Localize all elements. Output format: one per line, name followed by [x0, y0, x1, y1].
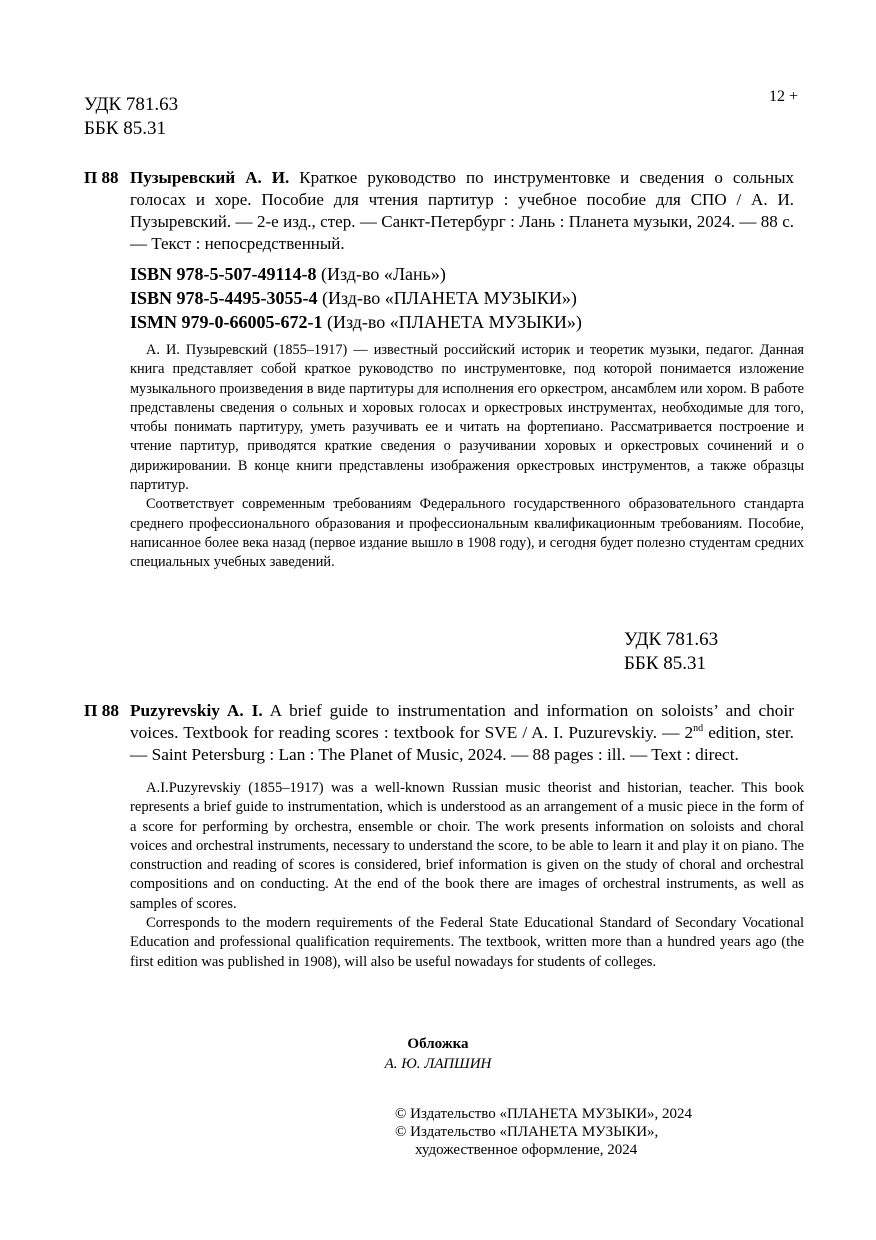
- en-author: Puzyrevskiy A. I.: [130, 701, 263, 720]
- cover-designer: А. Ю. ЛАПШИН: [384, 1056, 492, 1072]
- cover-label: Обложка: [407, 1036, 469, 1052]
- en-abstract-paragraph: A.I.Puzyrevskiy (1855–1917) was a well-known Russian music theorist and historian, teacher. This book represents a brief guide to instrumentation, which is understood as an arrangement of a music piece in the form of a score for performing by orchestra, ensemble or choir. The work presents information on soloists and choral voices and orchestral instruments, necessary to understand the score, to be able to learn it and play it on piano. The construction and reading of scores is considered, brief information is given on the study of choral and orchestral compositions and on conducting. At the end of the book there are images of orchestral instruments, as well as samples of scores.: [130, 780, 804, 912]
- isbn-planeta-number: ISBN 978-5-4495-3055-4: [130, 288, 318, 308]
- copyright-line: художественное оформление, 2024: [415, 1142, 638, 1158]
- classification-mid: [624, 628, 718, 676]
- ru-author: Пузыревский А. И.: [130, 168, 290, 187]
- en-abstract: [130, 779, 804, 972]
- bbk-code-mid: ББК 85.31: [624, 653, 706, 674]
- en-author-mark: П 88: [84, 701, 120, 720]
- udk-code-mid: УДК 781.63: [624, 629, 719, 650]
- ismn-planeta-number: ISMN 979-0-66005-672-1: [130, 312, 323, 332]
- identifier-list: [130, 262, 582, 334]
- copyright-line: © Издательство «ПЛАНЕТА МУЗЫКИ»,: [395, 1124, 659, 1140]
- classification-header: [84, 93, 178, 141]
- udk-code: УДК 781.63: [84, 94, 179, 115]
- cover-credit: [0, 1034, 876, 1074]
- age-rating: 12 +: [768, 88, 798, 105]
- en-citation: [130, 700, 794, 766]
- ismn-planeta: [130, 310, 582, 334]
- isbn-lan: [130, 262, 582, 286]
- en-citation-text-1: A brief guide to instrumentation and information on soloists’ and choir voices. Textbook for reading scores : textbook for SVE / A. I. Puzurevskiy. — 2: [130, 701, 794, 742]
- ismn-planeta-publisher: (Изд-во «ПЛАНЕТА МУЗЫКИ»): [326, 312, 582, 332]
- isbn-lan-number: ISBN 978-5-507-49114-8: [130, 264, 317, 284]
- ru-abstract-paragraph: Соответствует современным требованиям Федерального государственного образовательного стандарта среднего профессионального образования и профессиональным квалификационным требованиям. Пособие, написанное более века назад (первое издание вышло в 1908 году), и сегодня будет полезно студентам средних специальных учебных заведений.: [130, 496, 804, 571]
- ru-author-mark: П 88: [84, 168, 119, 187]
- ru-abstract: [130, 341, 804, 573]
- ru-citation: [130, 167, 794, 255]
- en-citation-sup: nd: [693, 723, 704, 735]
- en-bibliographic-entry: [84, 700, 794, 766]
- ru-citation-text: Краткое руководство по инструментовке и сведения о сольных голосах и хоре. Пособие для чтения партитур : учебное пособие для СПО / А. И. Пузыревский. — 2-е изд., стер. — Санкт-Петербург : Лань : Планета музыки, 2024. — 88 с. — Текст : непосредственный.: [130, 168, 794, 253]
- bbk-code: ББК 85.31: [84, 118, 166, 139]
- isbn-planeta: [130, 286, 582, 310]
- en-abstract-paragraph: Corresponds to the modern requirements of the Federal State Educational Standard of Secondary Vocational Education and professional qualification requirements. The textbook, written more than a hundred years ago (the first edition was published in 1908), will also be useful nowadays for students of colleges.: [130, 915, 804, 970]
- en-citation-text-2: edition, ster. — Saint Petersburg : Lan : The Planet of Music, 2024. — 88 pages : ill. — Text : direct.: [130, 723, 794, 764]
- isbn-lan-publisher: (Изд-во «Лань»): [321, 264, 446, 284]
- copyright-block: [395, 1105, 692, 1159]
- isbn-planeta-publisher: (Изд-во «ПЛАНЕТА МУЗЫКИ»): [322, 288, 577, 308]
- ru-abstract-paragraph: А. И. Пузыревский (1855–1917) — известный российский историк и теоретик музыки, педагог. Данная книга представляет собой краткое руководство по инструментовке, под которой понимается изложение музыкального произведения в виде партитуры для исполнения его оркестром, ансамблем или хором. В работе представлены сведения о сольных и хоровых голосах и оркестровых инструментах, необходимые для того, чтобы понимать партитуру, уметь разучивать ее и читать на фортепиано. Рассматривается построение и чтение партитур, приводятся краткие сведения о разучивании хоровых и оркестровых сочинений и о дирижировании. В конце книги представлены изображения оркестровых инструментов, а также образцы партитур.: [130, 342, 804, 494]
- ru-bibliographic-entry: [84, 167, 794, 255]
- copyright-line: © Издательство «ПЛАНЕТА МУЗЫКИ», 2024: [395, 1106, 693, 1122]
